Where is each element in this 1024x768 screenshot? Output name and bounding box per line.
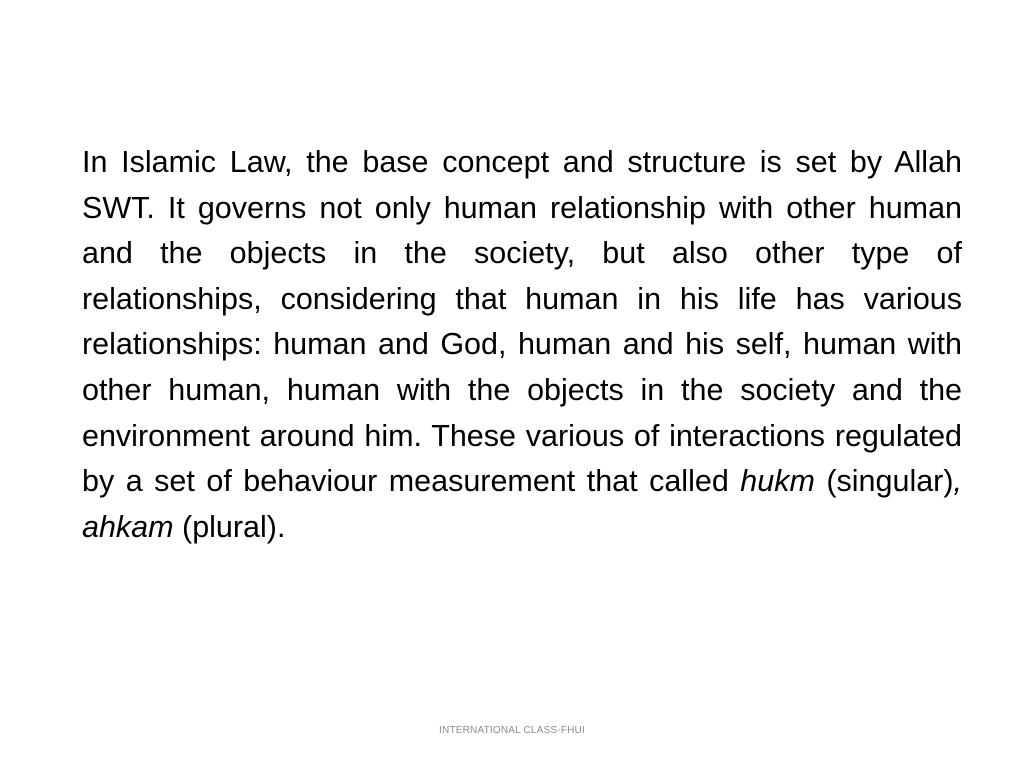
comma: , [953, 464, 962, 499]
singular-label: (singular) [826, 464, 954, 499]
body-paragraph [82, 140, 962, 550]
term-ahkam: ahkam [82, 509, 174, 544]
slide-footer: INTERNATIONAL CLASS-FHUI [439, 725, 585, 736]
term-hukm: hukm [740, 464, 815, 499]
plural-label: (plural). [182, 509, 286, 544]
paragraph-intro: In Islamic Law, the base concept and structure is set by Allah SWT. It governs not only human relationship with other human and the objects in the society, but also other type of relationships, considering that human in his life has various relationships: human and God, human and his self, human with other human, human with the objects in the society and the environment around him. These various of interactions regulated by a set of behaviour measurement that called [82, 145, 962, 499]
